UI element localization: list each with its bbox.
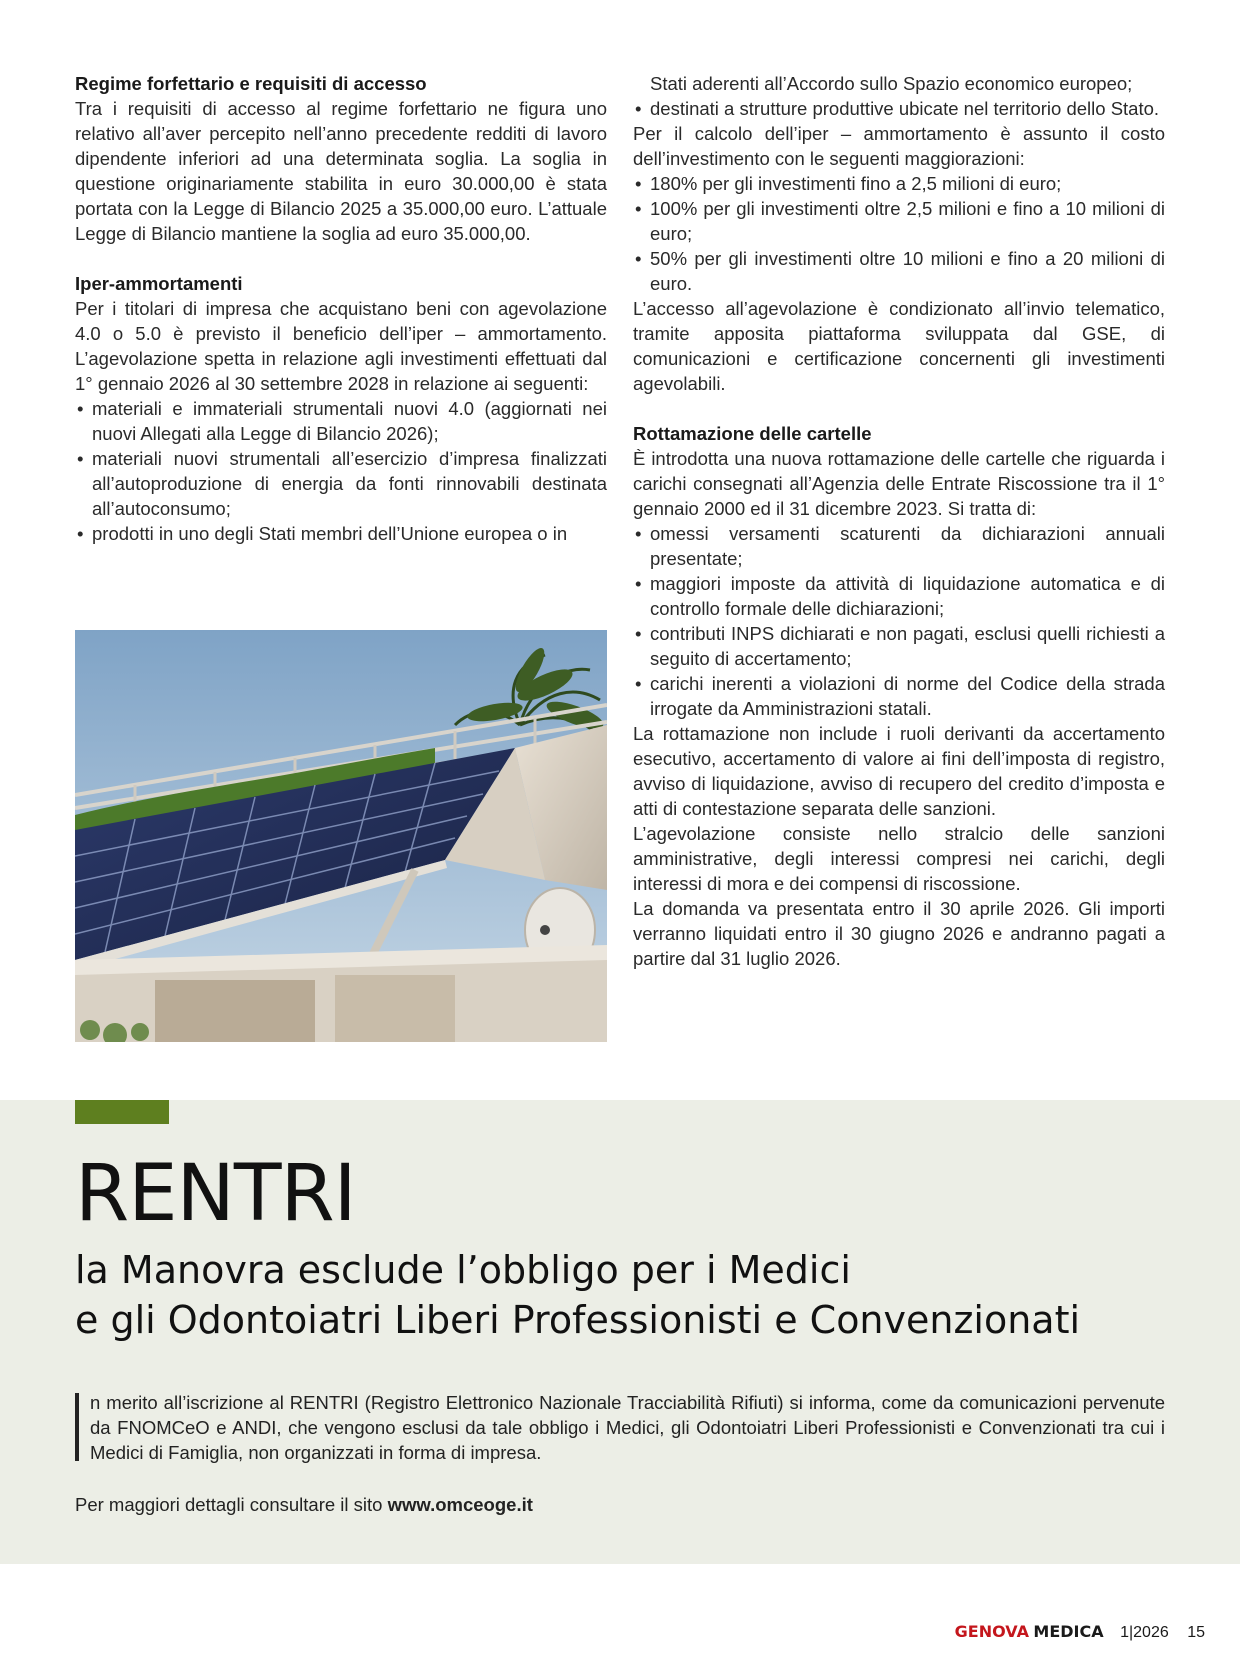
paragraph-rottamazione-esclusioni: La rottamazione non include i ruoli derivanti da accertamento esecutivo, accertamento di valore ai fini dell’imposta di registro, avviso di liquidazione, avviso di recupero del credito d’imposta e atti di contestazione separata delle sanzioni. bbox=[633, 723, 1165, 819]
list-item: • materiali e immateriali strumentali nuovi 4.0 (aggiornati nei nuovi Allegati alla Legge di Bilancio 2026); bbox=[75, 396, 607, 446]
more-info-text: Per maggiori dettagli consultare il sito bbox=[75, 1494, 388, 1515]
list-item: • 100% per gli investimenti oltre 2,5 milioni e fino a 10 milioni di euro; bbox=[633, 196, 1165, 246]
omceoge-link[interactable]: www.omceoge.it bbox=[387, 1494, 533, 1515]
list-item: • prodotti in uno degli Stati membri dell’Unione europea o in bbox=[75, 521, 607, 546]
issue-number: 1|2026 bbox=[1120, 1624, 1169, 1641]
rentri-body bbox=[75, 1390, 1165, 1465]
list-item: • 180% per gli investimenti fino a 2,5 milioni di euro; bbox=[633, 171, 1165, 196]
rentri-more-info bbox=[75, 1492, 533, 1517]
solar-panels-photo bbox=[75, 630, 607, 1042]
page-footer bbox=[955, 1622, 1205, 1643]
list-item: • destinati a strutture produttive ubicate nel territorio dello Stato. bbox=[633, 96, 1165, 121]
accent-bar bbox=[75, 1100, 169, 1124]
subtitle-line-1: la Manovra esclude l’obbligo per i Medici bbox=[75, 1248, 851, 1292]
maggiorazioni-list bbox=[633, 171, 1165, 296]
subtitle-line-2: e gli Odontoiatri Liberi Professionisti e Convenzionati bbox=[75, 1298, 1081, 1342]
page-number: 15 bbox=[1187, 1624, 1205, 1641]
continued-bullet-text: Stati aderenti all’Accordo sullo Spazio economico europeo; bbox=[650, 73, 1133, 94]
list-item: • maggiori imposte da attività di liquidazione automatica e di controllo formale delle dichiarazioni; bbox=[633, 571, 1165, 621]
list-item: • carichi inerenti a violazioni di norme del Codice della strada irrogate da Amministrazioni statali. bbox=[633, 671, 1165, 721]
paragraph-iper-ammortamenti: Per i titolari di impresa che acquistano beni con agevolazione 4.0 o 5.0 è previsto il beneficio dell’iper – ammortamento. L’agevolazione spetta in relazione agli investimenti effettuati dal 1° gennaio 2026 al 30 settembre 2028 in relazione ai seguenti: bbox=[75, 298, 607, 394]
heading-regime-forfettario: Regime forfettario e requisiti di accesso bbox=[75, 73, 427, 94]
rentri-paragraph: n merito all’iscrizione al RENTRI (Registro Elettronico Nazionale Tracciabilità Rifiuti) si informa, come da comunicazioni pervenute da FNOMCeO e ANDI, che vengono esclusi da tale obbligo i Medici, gli Odontoiatri Liberi Professionisti e Convenzionati tra cui i Medici di Famiglia, non organizzati in forma di impresa. bbox=[90, 1392, 1165, 1463]
paragraph-accesso: L’accesso all’agevolazione è condizionato all’invio telematico, tramite apposita piattaforma sviluppata dal GSE, di comunicazioni e certificazione concernenti gli investimenti agevolabili. bbox=[633, 298, 1165, 394]
rottamazione-list bbox=[633, 521, 1165, 721]
brand-genova: GENOVA bbox=[954, 1622, 1029, 1641]
list-item: • 50% per gli investimenti oltre 10 milioni e fino a 20 milioni di euro. bbox=[633, 246, 1165, 296]
heading-iper-ammortamenti: Iper-ammortamenti bbox=[75, 273, 243, 294]
paragraph-rottamazione-scadenze: La domanda va presentata entro il 30 aprile 2026. Gli importi verranno liquidati entro il 30 giugno 2026 e andranno pagati a partire dal 31 luglio 2026. bbox=[633, 898, 1165, 969]
brand-medica: MEDICA bbox=[1033, 1622, 1104, 1641]
rentri-subtitle bbox=[75, 1245, 1195, 1345]
rentri-box bbox=[0, 1100, 1240, 1564]
paragraph-calcolo: Per il calcolo dell’iper – ammortamento è assunto il costo dell’investimento con le seguenti maggiorazioni: bbox=[633, 123, 1165, 169]
list-item: • omessi versamenti scaturenti da dichiarazioni annuali presentate; bbox=[633, 521, 1165, 571]
paragraph-rottamazione-intro: È introdotta una nuova rottamazione delle cartelle che riguarda i carichi consegnati all’Agenzia delle Entrate Riscossione tra il 1° gennaio 2000 ed il 31 dicembre 2023. Si tratta di: bbox=[633, 448, 1165, 519]
heading-rottamazione: Rottamazione delle cartelle bbox=[633, 423, 872, 444]
dropcap-i bbox=[75, 1393, 79, 1461]
right-column bbox=[633, 71, 1165, 971]
list-item: • materiali nuovi strumentali all’esercizio d’impresa finalizzati all’autoproduzione di energia da fonti rinnovabili destinata all’autoconsumo; bbox=[75, 446, 607, 521]
iper-ammortamenti-list bbox=[75, 396, 607, 546]
continued-list bbox=[633, 96, 1165, 121]
list-item: • contributi INPS dichiarati e non pagati, esclusi quelli richiesti a seguito di accertamento; bbox=[633, 621, 1165, 671]
paragraph-rottamazione-stralcio: L’agevolazione consiste nello stralcio delle sanzioni amministrative, degli interessi compresi nei carichi, degli interessi di mora e dei compensi di riscossione. bbox=[633, 823, 1165, 894]
left-column bbox=[75, 71, 607, 546]
rentri-title: RENTRI bbox=[75, 1149, 356, 1239]
paragraph-regime-forfettario: Tra i requisiti di accesso al regime forfettario ne figura uno relativo all’aver percepito nell’anno precedente redditi di lavoro dipendente inferiori ad una determinata soglia. La soglia in questione originariamente stabilita in euro 30.000,00 è stata portata con la Legge di Bilancio 2025 a 35.000,00 euro. L’attuale Legge di Bilancio mantiene la soglia ad euro 35.000,00. bbox=[75, 98, 607, 244]
